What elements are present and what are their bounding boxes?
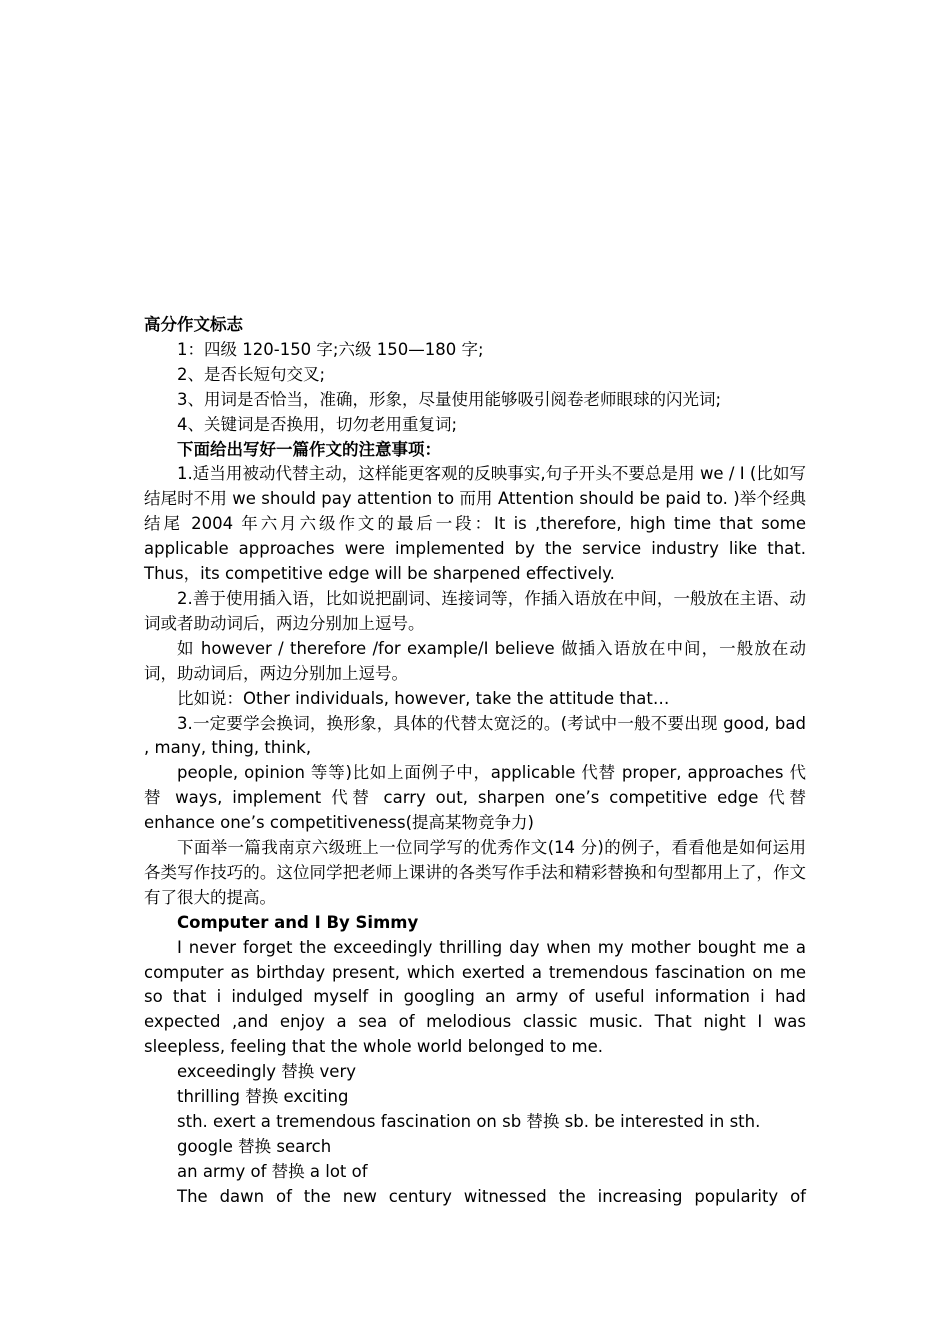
replacement-1: exceedingly 替换 very xyxy=(177,1062,357,1082)
note-3-line-1: 3.一定要学会换词，换形象，具体的代替太宽泛的。(考试中一般不要出现 good, bad , many, thing, think, xyxy=(144,713,806,758)
essay-title: Computer and I By Simmy xyxy=(177,912,419,932)
criterion-3: 3、用词是否恰当，准确，形象，尽量使用能够吸引阅卷老师眼球的闪光词; xyxy=(177,389,722,409)
note-2-example-2: 比如说：Other individuals, however, take the attitude that… xyxy=(177,688,670,708)
essay-paragraph-2-start: The dawn of the new century witnessed the increasing popularity of xyxy=(177,1186,806,1206)
section-heading: 高分作文标志 xyxy=(144,315,243,334)
note-2-example: 如 however / therefore /for example/I believe 做插入语放在中间，一般放在动词，助动词后，两边分别加上逗号。 xyxy=(144,638,806,683)
essay-intro: 下面举一篇我南京六级班上一位同学写的优秀作文(14 分)的例子，看看他是如何运用各类写作技巧的。这位同学把老师上课讲的各类写作手法和精彩替换和句型都用上了，作文有了很大的提高。 xyxy=(144,838,806,907)
replacement-3: sth. exert a tremendous fascination on sb 替换 sb. be interested in sth. xyxy=(177,1112,761,1131)
replacement-2: thrilling 替换 exciting xyxy=(177,1087,349,1107)
essay-paragraph-1: I never forget the exceedingly thrilling day when my mother bought me a computer as birthday present, which exerted a tremendous fascination on me so that i indulged myself in googling an army of useful information i had expected ,and enjoy a sea of melodious classic music. That night I was sleepless, feeling that the whole world belonged to me. xyxy=(144,937,806,1057)
replacement-4: google 替换 search xyxy=(177,1136,332,1156)
criterion-1: 1：四级 120-150 字;六级 150—180 字; xyxy=(177,339,484,359)
note-3-line-2: people, opinion 等等)比如上面例子中，applicable 代替 proper, approaches 代替 ways, implement 代替 carry out, sharpen one’s competitive edge 代替 enhance one’s competitiveness(提高某物竞争力) xyxy=(144,763,806,833)
note-1: 1.适当用被动代替主动，这样能更客观的反映事实,句子开头不要总是用 we / I (比如写结尾时不用 we should pay attention to 而用 Attention should be paid to. )举个经典结尾 2004 年六月六级作文的最后一段：It is ,therefore, high time that some applicable approaches were implemented by the service industry like that. Thus，its competitive edge will be sharpened effectively. xyxy=(144,464,806,584)
note-2: 2.善于使用插入语，比如说把副词、连接词等，作插入语放在中间，一般放在主语、动词或者助动词后，两边分别加上逗号。 xyxy=(144,588,806,633)
notes-heading: 下面给出写好一篇作文的注意事项： xyxy=(177,439,441,459)
replacement-5: an army of 替换 a lot of xyxy=(177,1161,368,1181)
criterion-4: 4、关键词是否换用，切勿老用重复词; xyxy=(177,414,458,434)
document-body xyxy=(144,313,806,1210)
criterion-2: 2、是否长短句交叉; xyxy=(177,364,326,384)
